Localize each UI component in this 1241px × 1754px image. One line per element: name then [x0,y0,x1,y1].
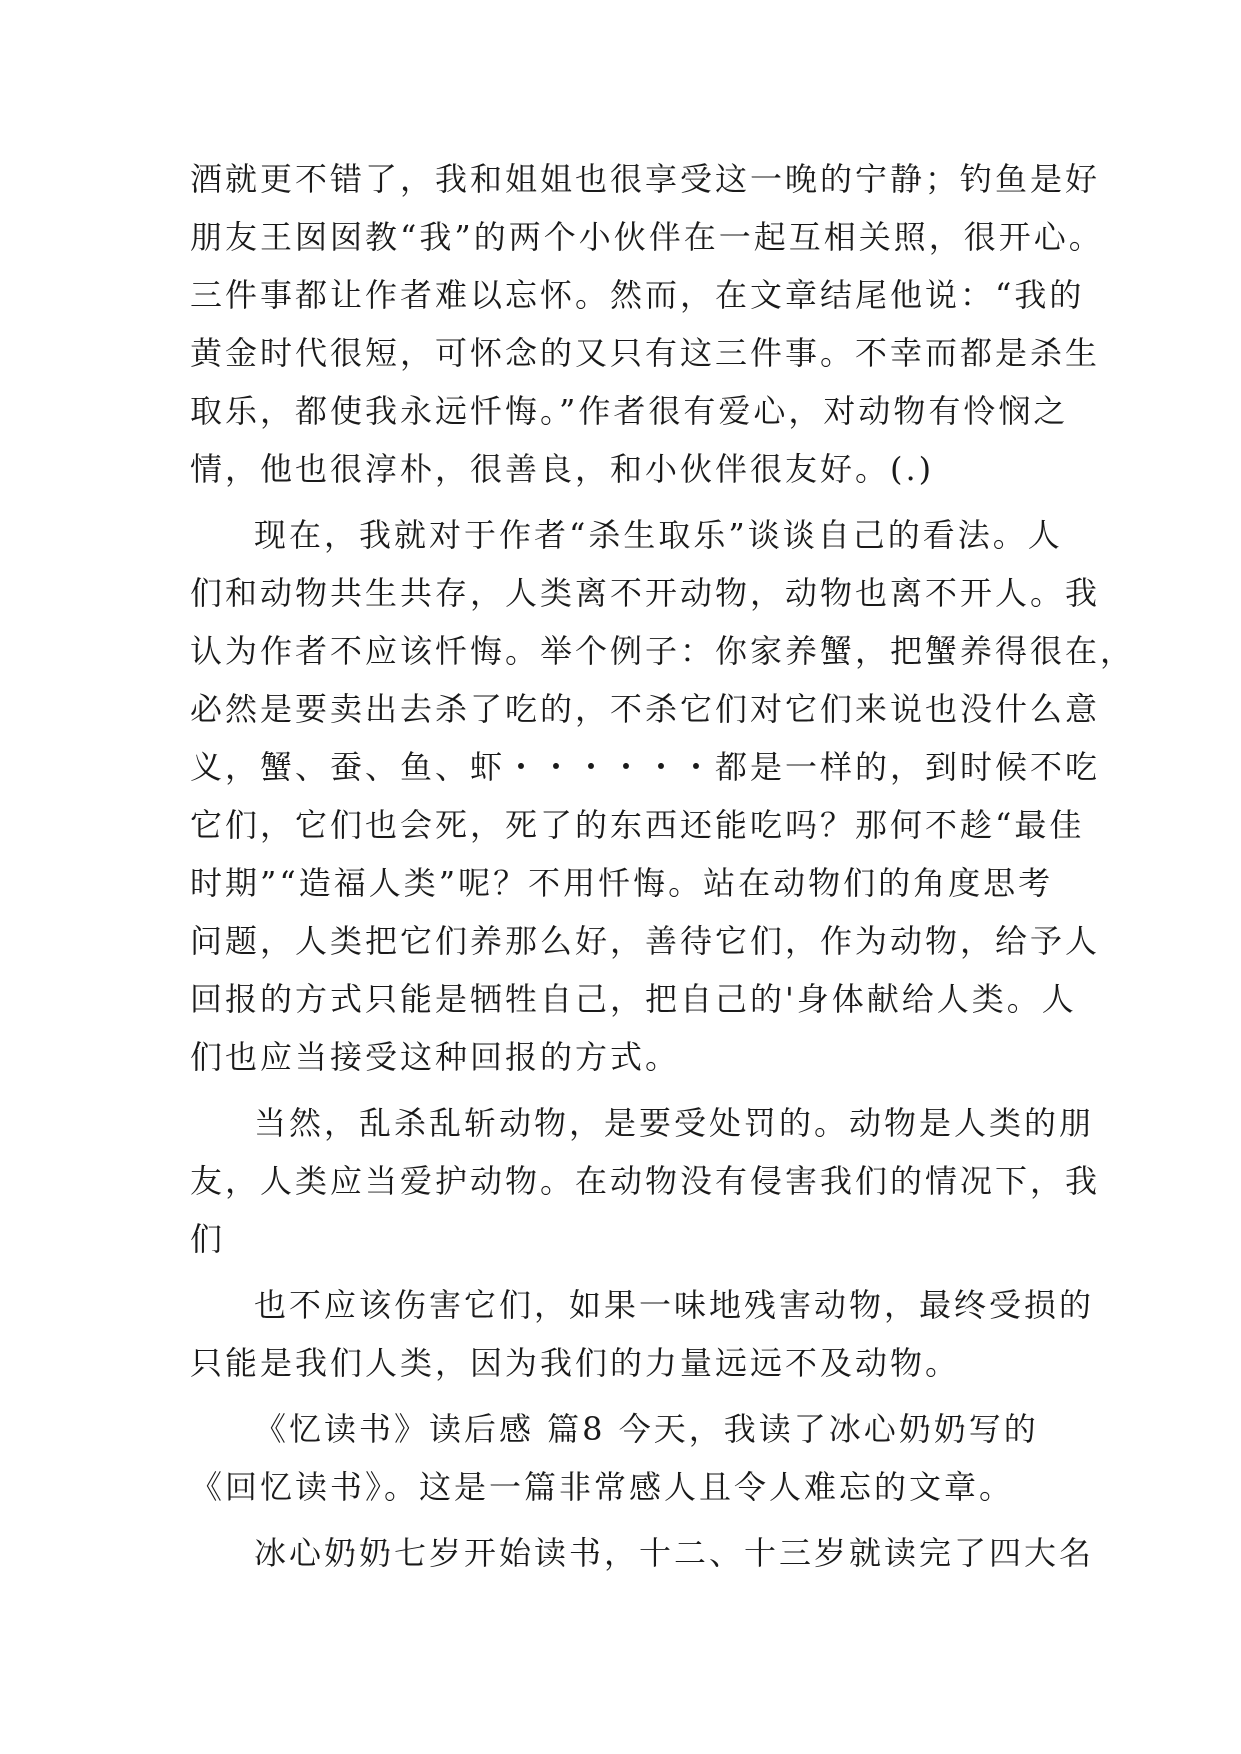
document-body [190,150,1136,1582]
text-line-18: 友，人类应当爱护动物。在动物没有侵害我们的情况下，我 [190,1162,1101,1200]
section-heading-line: 《忆读书》读后感 篇8 今天，我读了冰心奶奶写的 [254,1410,1039,1448]
text-line-15: 回报的方式只能是牺牲自己，把自己的'身体献给人类。人 [190,980,1077,1018]
paragraph-start-line: 冰心奶奶七岁开始读书，十二、十三岁就读完了四大名 [254,1534,1095,1572]
text-line-19: 们 [190,1220,226,1258]
text-line-12: 它们，它们也会死，死了的东西还能吃吗？那何不趁“最佳 [190,806,1085,844]
text-line-16: 们也应当接受这种回报的方式。 [190,1038,681,1076]
text-line-21: 只能是我们人类，因为我们的力量远远不及动物。 [190,1344,961,1382]
text-line-6: 情，他也很淳朴，很善良，和小伙伴很友好。(.) [190,450,935,488]
text-line-11: 义，蟹、蚕、鱼、虾・・・・・・都是一样的，到时候不吃 [190,748,1101,786]
text-line-23: 《回忆读书》。这是一篇非常感人且令人难忘的文章。 [190,1468,1015,1506]
paragraph-start-line: 现在，我就对于作者“杀生取乐”谈谈自己的看法。人 [254,516,1063,554]
text-line-13: 时期”“造福人类”呢？不用忏悔。站在动物们的角度思考 [190,864,1054,902]
text-line-4: 黄金时代很短，可怀念的又只有这三件事。不幸而都是杀生 [190,334,1101,372]
paragraph-start-line: 也不应该伤害它们，如果一味地残害动物，最终受损的 [254,1286,1095,1324]
text-line-14: 问题，人类把它们养那么好，善待它们，作为动物，给予人 [190,922,1101,960]
text-line-8: 们和动物共生共存，人类离不开动物，动物也离不开人。我 [190,574,1101,612]
text-line-10: 必然是要卖出去杀了吃的，不杀它们对它们来说也没什么意 [190,690,1101,728]
text-line-2: 朋友王囡囡教“我”的两个小伙伴在一起互相关照，很开心。 [190,218,1104,256]
text-line-3: 三件事都让作者难以忘怀。然而，在文章结尾他说：“我的 [190,276,1085,314]
text-line-9: 认为作者不应该忏悔。举个例子：你家养蟹，把蟹养得很在， [190,632,1136,670]
text-line-5: 取乐，都使我永远忏悔。”作者很有爱心，对动物有怜悯之 [190,392,1069,430]
paragraph-start-line: 当然，乱杀乱斩动物，是要受处罚的。动物是人类的朋 [254,1104,1095,1142]
text-line-1: 酒就更不错了，我和姐姐也很享受这一晚的宁静；钓鱼是好 [190,160,1101,198]
